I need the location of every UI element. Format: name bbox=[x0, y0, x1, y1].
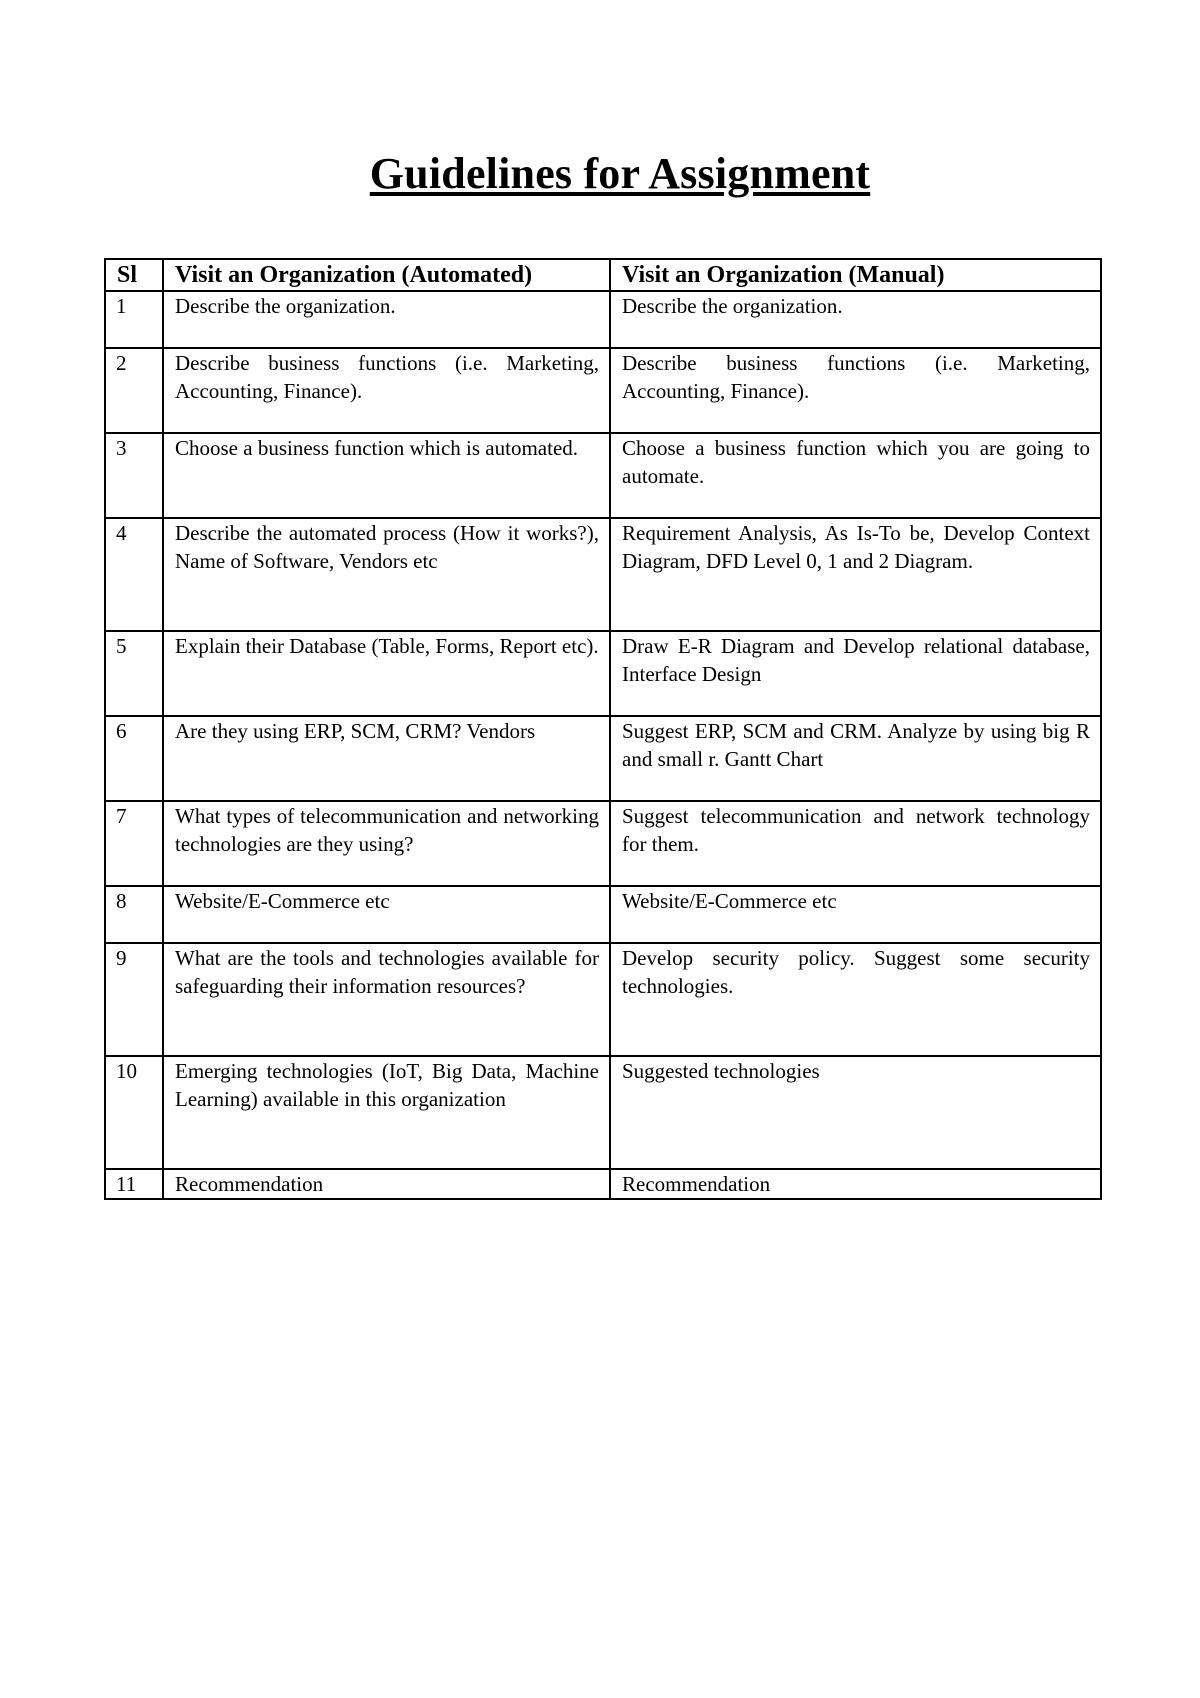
cell-sl: 9 bbox=[105, 943, 163, 1056]
table-header-row bbox=[105, 259, 1101, 291]
cell-automated: Recommendation bbox=[163, 1169, 610, 1199]
cell-sl: 10 bbox=[105, 1056, 163, 1169]
table-row bbox=[105, 291, 1101, 348]
table-row bbox=[105, 433, 1101, 518]
cell-manual: Suggest telecommunication and network technology for them. bbox=[610, 801, 1101, 886]
cell-automated: Website/E-Commerce etc bbox=[163, 886, 610, 943]
table-row bbox=[105, 801, 1101, 886]
cell-automated: Emerging technologies (IoT, Big Data, Machine Learning) available in this organization bbox=[163, 1056, 610, 1169]
cell-automated: What are the tools and technologies available for safeguarding their information resources? bbox=[163, 943, 610, 1056]
cell-manual: Choose a business function which you are going to automate. bbox=[610, 433, 1101, 518]
cell-sl: 6 bbox=[105, 716, 163, 801]
header-sl: Sl bbox=[105, 259, 163, 291]
cell-manual: Describe the organization. bbox=[610, 291, 1101, 348]
cell-manual: Recommendation bbox=[610, 1169, 1101, 1199]
table-row bbox=[105, 631, 1101, 716]
cell-manual: Draw E-R Diagram and Develop relational database, Interface Design bbox=[610, 631, 1101, 716]
table-row bbox=[105, 518, 1101, 631]
guidelines-table bbox=[104, 258, 1102, 1200]
cell-automated: Describe business functions (i.e. Marketing, Accounting, Finance). bbox=[163, 348, 610, 433]
cell-manual: Website/E-Commerce etc bbox=[610, 886, 1101, 943]
cell-sl: 5 bbox=[105, 631, 163, 716]
page-title: Guidelines for Assignment bbox=[369, 149, 871, 198]
cell-automated: Describe the organization. bbox=[163, 291, 610, 348]
table-row bbox=[105, 348, 1101, 433]
cell-sl: 7 bbox=[105, 801, 163, 886]
cell-sl: 4 bbox=[105, 518, 163, 631]
table-row bbox=[105, 943, 1101, 1056]
cell-automated: Explain their Database (Table, Forms, Report etc). bbox=[163, 631, 610, 716]
header-automated: Visit an Organization (Automated) bbox=[163, 259, 610, 291]
cell-sl: 8 bbox=[105, 886, 163, 943]
cell-sl: 11 bbox=[105, 1169, 163, 1199]
cell-sl: 2 bbox=[105, 348, 163, 433]
cell-automated: Describe the automated process (How it works?), Name of Software, Vendors etc bbox=[163, 518, 610, 631]
table-row bbox=[105, 886, 1101, 943]
table-row bbox=[105, 1056, 1101, 1169]
cell-automated: Choose a business function which is automated. bbox=[163, 433, 610, 518]
cell-manual: Develop security policy. Suggest some security technologies. bbox=[610, 943, 1101, 1056]
table-row bbox=[105, 716, 1101, 801]
cell-sl: 1 bbox=[105, 291, 163, 348]
table-row bbox=[105, 1169, 1101, 1199]
cell-automated: What types of telecommunication and networking technologies are they using? bbox=[163, 801, 610, 886]
header-manual: Visit an Organization (Manual) bbox=[610, 259, 1101, 291]
cell-manual: Suggest ERP, SCM and CRM. Analyze by using big R and small r. Gantt Chart bbox=[610, 716, 1101, 801]
cell-manual: Suggested technologies bbox=[610, 1056, 1101, 1169]
cell-sl: 3 bbox=[105, 433, 163, 518]
cell-manual: Requirement Analysis, As Is-To be, Develop Context Diagram, DFD Level 0, 1 and 2 Diagram. bbox=[610, 518, 1101, 631]
cell-automated: Are they using ERP, SCM, CRM? Vendors bbox=[163, 716, 610, 801]
cell-manual: Describe business functions (i.e. Marketing, Accounting, Finance). bbox=[610, 348, 1101, 433]
